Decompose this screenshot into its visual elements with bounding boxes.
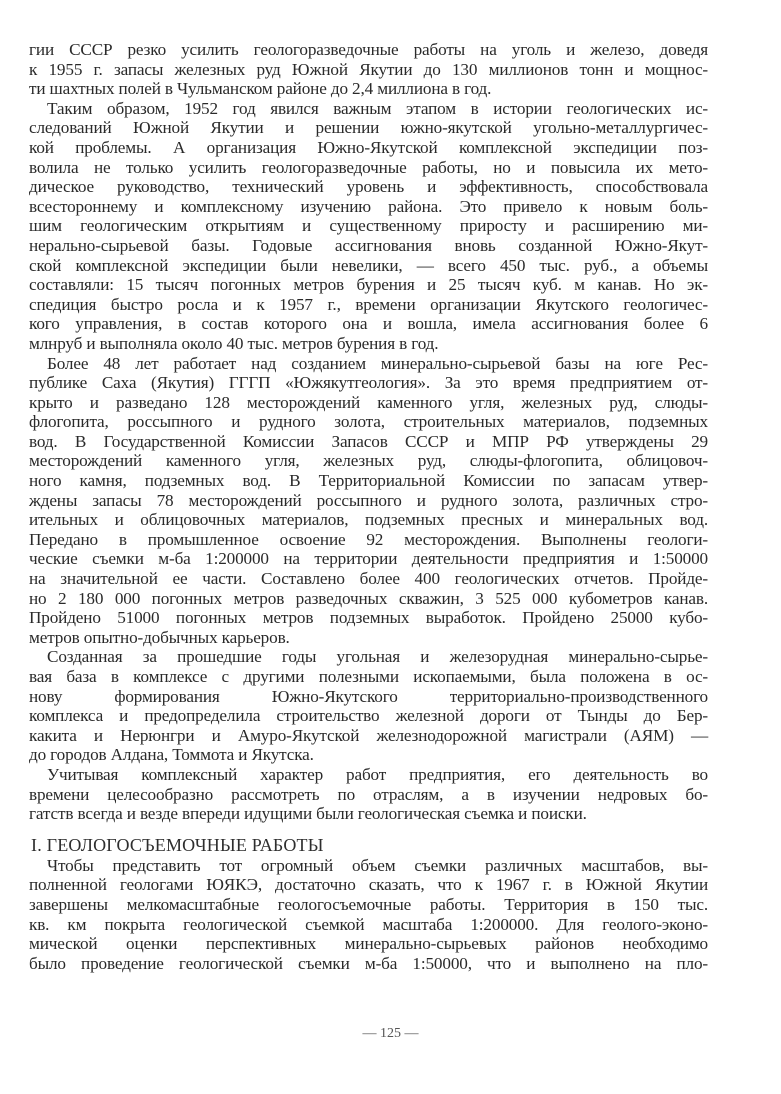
text-line: времени целесообразно рассмотреть по отраслям, а в изучении недровых бо- <box>29 784 708 804</box>
text-line: Передано в промышленное освоение 92 месторождения. Выполнены геологи- <box>29 529 708 549</box>
section-paragraph <box>29 856 708 974</box>
text-line: месторождений каменного угля, железных руд, слюды-флогопита, облицовоч- <box>29 451 708 471</box>
text-line: на значительной ее части. Составлено более 400 геологических отчетов. Пройде- <box>29 569 708 589</box>
text-line: Таким образом, 1952 год явился важным этапом в истории геологических ис- <box>47 98 708 118</box>
text-line: к 1955 г. запасы железных руд Южной Якутии до 130 миллионов тонн и мощнос- <box>29 59 708 79</box>
text-line: до городов Алдана, Томмота и Якутска. <box>29 745 314 765</box>
text-line: млнруб и выполняла около 40 тыс. метров бурения в год. <box>29 333 439 353</box>
text-line: всестороннему и комплексному изучению района. Это привело к новым боль- <box>29 196 708 216</box>
text-line: кого управления, в состав которого она и вошла, имела ассигнования более 6 <box>29 314 708 334</box>
text-line: ческие съемки м-ба 1:200000 на территории деятельности предприятия и 1:50000 <box>29 549 708 569</box>
text-line: ного камня, подземных вод. В Территориальной Комиссии по запасам утвер- <box>29 471 708 491</box>
text-line: мической оценки перспективных минерально-сырьевых районов необходимо <box>29 934 708 954</box>
text-line: дическое руководство, технический уровень и эффективность, способствовала <box>29 177 708 197</box>
text-line: Чтобы представить тот огромный объем съемки различных масштабов, вы- <box>47 855 708 875</box>
text-line: Пройдено 51000 погонных метров подземных выработок. Пройдено 25000 кубо- <box>29 608 708 628</box>
text-line: но 2 180 000 погонных метров разведочных скважин, 3 525 000 кубометров канав. <box>29 588 708 608</box>
text-line: составляли: 15 тысяч погонных метров бурения и 25 тысяч куб. м канав. Но эк- <box>29 275 708 295</box>
text-line: волила не только усилить геологоразведочные работы, но и повысила их мето- <box>29 157 708 177</box>
text-line: ти шахтных полей в Чульманском районе до 2,4 миллиона в год. <box>29 79 492 99</box>
text-line: Более 48 лет работает над созданием минерально-сырьевой базы на юге Рес- <box>47 353 708 373</box>
text-line: вод. В Государственной Комиссии Запасов СССР и МПР РФ утверждены 29 <box>29 431 708 451</box>
text-line: шим геологическим открытиям и существенному приросту и расширению ми- <box>29 216 708 236</box>
text-line: кой проблемы. А организация Южно-Якутской комплексной экспедиции поз- <box>29 137 708 157</box>
text-line: было проведение геологической съемки м-ба 1:50000, что и выполнено на пло- <box>29 953 708 973</box>
text-line: гии СССР резко усилить геологоразведочные работы на уголь и железо, доведя <box>29 40 708 59</box>
paragraph-1 <box>29 40 708 99</box>
text-line: кв. км покрыта геологической съемкой масштаба 1:200000. Для геолого-эконо- <box>29 914 708 934</box>
paragraph-5 <box>29 765 708 824</box>
text-line: нову формирования Южно-Якутского территориально-производственного <box>29 686 708 706</box>
text-line: завершены мелкомасштабные геологосъемочные работы. Территория в 150 тыс. <box>29 894 708 914</box>
text-line: спедиция быстро росла и к 1957 г., времени организации Якутского геологичес- <box>29 294 708 314</box>
text-line: Учитывая комплексный характер работ предприятия, его деятельность во <box>47 764 708 784</box>
text-line: крыто и разведано 128 месторождений каменного угля, железных руд, слюды- <box>29 392 708 412</box>
paragraph-2 <box>29 99 708 354</box>
paragraph-3 <box>29 354 708 648</box>
text-line: полненной геологами ЮЯКЭ, достаточно сказать, что к 1967 г. в Южной Якутии <box>29 875 708 895</box>
text-line: ительных и облицовочных материалов, подземных пресных и минеральных вод. <box>29 510 708 530</box>
text-line: следований Южной Якутии и решении южно-якутской угольно-металлургичес- <box>29 118 708 138</box>
page-number: — 125 — <box>362 1026 419 1041</box>
text-line: гатств всегда и везде впереди идущими были геологическая съемка и поиски. <box>29 804 587 824</box>
text-line: вая база в комплексе с другими полезными ископаемыми, была положена в ос- <box>29 667 708 686</box>
text-line: публике Саха (Якутия) ГГГП «Южякутгеология». За это время предприятием от- <box>29 373 708 393</box>
text-line: нерально-сырьевой базы. Годовые ассигнования вновь созданной Южно-Якут- <box>29 235 708 255</box>
text-line: ской комплексной экспедиции были невелики, — всего 450 тыс. руб., а объемы <box>29 255 708 275</box>
text-line: метров опытно-добычных карьеров. <box>29 627 290 647</box>
section-heading: I. ГЕОЛОГОСЪЕМОЧНЫЕ РАБОТЫ <box>31 834 324 855</box>
document-page <box>29 40 708 973</box>
text-line: ждены запасы 78 месторождений россыпного и рудного золота, различных стро- <box>29 490 708 510</box>
text-line: комплекса и предопределила строительство железной дороги от Тынды до Бер- <box>29 706 708 726</box>
text-line: флогопита, россыпного и рудного золота, строительных материалов, подземных <box>29 412 708 432</box>
paragraph-4 <box>29 647 708 765</box>
text-line: какита и Нерюнгри и Амуро-Якутской железнодорожной магистрали (АЯМ) — <box>29 725 708 745</box>
text-line: Созданная за прошедшие годы угольная и железорудная минерально-сырье- <box>47 647 708 667</box>
